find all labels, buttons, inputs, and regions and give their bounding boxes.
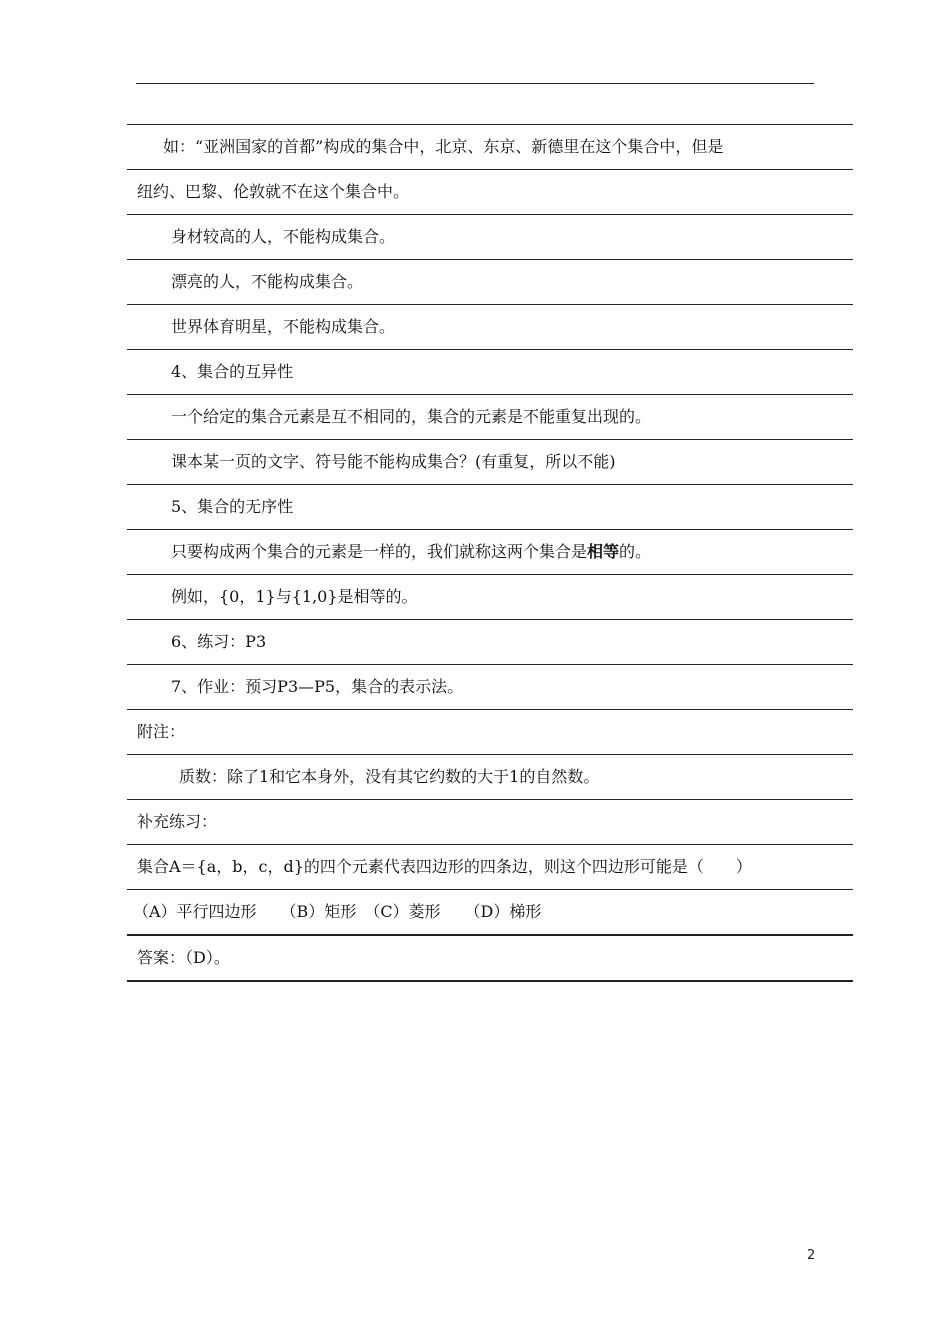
table-row	[127, 484, 853, 529]
table-row	[127, 169, 853, 214]
table-row	[127, 529, 853, 574]
text-segment: 只要构成两个集合的元素是一样的，我们就称这两个集合是	[171, 542, 588, 561]
text-line: 世界体育明星，不能构成集合。	[171, 317, 396, 336]
table-row	[127, 214, 853, 259]
lesson-table	[127, 124, 853, 982]
table-row	[127, 304, 853, 349]
text-line: 身材较高的人，不能构成集合。	[171, 227, 396, 246]
text-line: 附注：	[137, 722, 186, 741]
table-row	[127, 124, 853, 169]
table-row	[127, 934, 853, 982]
table-row	[127, 754, 853, 799]
text-line: 一个给定的集合元素是互不相同的，集合的元素是不能重复出现的。	[171, 407, 652, 426]
answer-text: 答案：（D）。	[137, 948, 230, 967]
text-segment: 的。	[619, 542, 652, 561]
text-line: 例如，{0，1}与{1,0}是相等的。	[171, 587, 418, 606]
text-line	[171, 530, 651, 574]
text-line: 补充练习：	[137, 812, 218, 831]
text-line: 如：“亚洲国家的首都”构成的集合中，北京、东京、新德里在这个集合中，但是	[163, 137, 724, 156]
table-row	[127, 259, 853, 304]
text-line: 漂亮的人，不能构成集合。	[171, 272, 364, 291]
text-line: 纽约、巴黎、伦敦就不在这个集合中。	[137, 182, 410, 201]
table-row	[127, 889, 853, 934]
table-row	[127, 664, 853, 709]
table-row	[127, 574, 853, 619]
table-row	[127, 619, 853, 664]
section-heading: 4、集合的互异性	[171, 362, 294, 381]
table-row	[127, 349, 853, 394]
table-row	[127, 709, 853, 754]
bold-term: 相等	[587, 542, 620, 561]
text-line: 课本某一页的文字、符号能不能构成集合？(有重复，所以不能)	[171, 452, 616, 471]
header-rule	[136, 83, 814, 84]
section-heading: 6、练习：P3	[171, 632, 267, 651]
page-number: 2	[807, 1248, 816, 1263]
table-row	[127, 439, 853, 484]
table-row	[127, 844, 853, 889]
table-row	[127, 394, 853, 439]
text-line: 质数：除了1和它本身外，没有其它约数的大于1的自然数。	[179, 767, 600, 786]
table-row	[127, 799, 853, 844]
section-heading: 7、作业：预习P3—P5，集合的表示法。	[171, 677, 464, 696]
section-heading: 5、集合的无序性	[171, 497, 294, 516]
question-text: 集合A＝{a，b，c，d}的四个元素代表四边形的四条边，则这个四边形可能是（ ）	[137, 857, 752, 876]
answer-options: （A）平行四边形 （B）矩形 （C）菱形 （D）梯形	[133, 902, 542, 921]
